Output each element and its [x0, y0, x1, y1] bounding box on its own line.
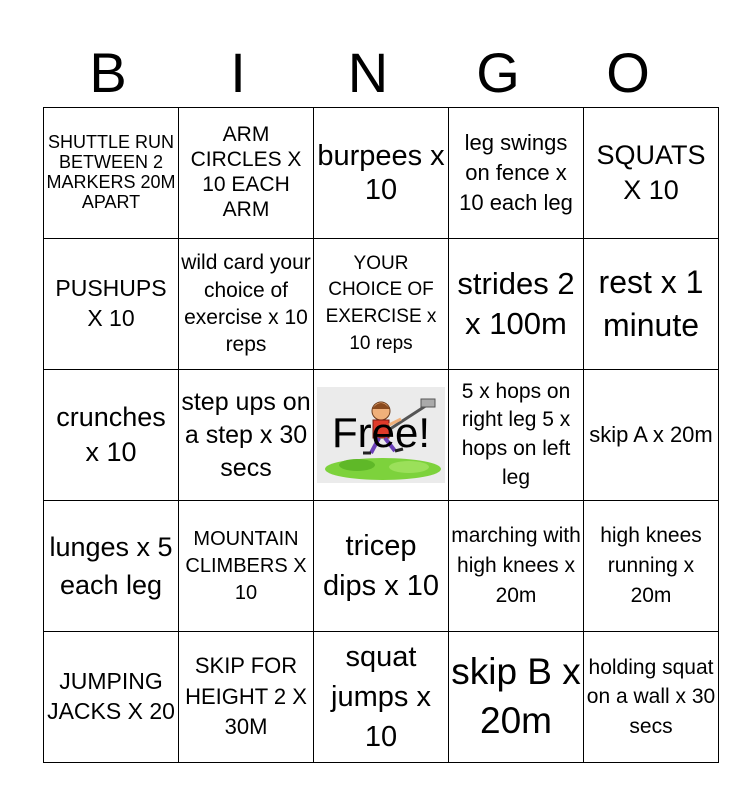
- bingo-cell[interactable]: tricep dips x 10: [314, 501, 449, 632]
- bingo-cell[interactable]: YOUR CHOICE OF EXERCISE x 10 reps: [314, 239, 449, 370]
- header-letter-o: O: [606, 41, 650, 104]
- board-row-4: [44, 501, 719, 632]
- bingo-cell[interactable]: SKIP FOR HEIGHT 2 X 30M: [179, 632, 314, 763]
- bingo-cell[interactable]: leg swings on fence x 10 each leg: [449, 108, 584, 239]
- bingo-cell[interactable]: crunches x 10: [44, 370, 179, 501]
- board-row-3: [44, 370, 719, 501]
- bingo-cell[interactable]: wild card your choice of exercise x 10 reps: [179, 239, 314, 370]
- board-row-2: [44, 239, 719, 370]
- bingo-cell[interactable]: marching with high knees x 20m: [449, 501, 584, 632]
- bingo-cell[interactable]: PUSHUPS X 10: [44, 239, 179, 370]
- bingo-cell[interactable]: strides 2 x 100m: [449, 239, 584, 370]
- bingo-cell[interactable]: MOUNTAIN CLIMBERS X 10: [179, 501, 314, 632]
- board-row-1: [44, 108, 719, 239]
- free-space-cell[interactable]: [314, 370, 449, 501]
- bingo-cell[interactable]: holding squat on a wall x 30 secs: [584, 632, 719, 763]
- header-letter-b: B: [89, 41, 127, 104]
- header-letter-i: I: [230, 41, 246, 104]
- bingo-cell[interactable]: rest x 1 minute: [584, 239, 719, 370]
- header-letter-g: G: [476, 41, 520, 104]
- bingo-cell[interactable]: 5 x hops on right leg 5 x hops on left leg: [449, 370, 584, 501]
- free-space-picture: [317, 387, 445, 483]
- header-letter-n: N: [347, 41, 389, 104]
- bingo-cell[interactable]: high knees running x 20m: [584, 501, 719, 632]
- bingo-cell[interactable]: squat jumps x 10: [314, 632, 449, 763]
- bingo-cell[interactable]: JUMPING JACKS X 20: [44, 632, 179, 763]
- bingo-cell[interactable]: SHUTTLE RUN BETWEEN 2 MARKERS 20M APART: [44, 108, 179, 239]
- bingo-cell[interactable]: ARM CIRCLES X 10 EACH ARM: [179, 108, 314, 239]
- bingo-board: [43, 107, 719, 763]
- bingo-cell[interactable]: lunges x 5 each leg: [44, 501, 179, 632]
- bingo-header: [43, 40, 693, 106]
- bingo-cell[interactable]: skip A x 20m: [584, 370, 719, 501]
- free-space-label: Free!: [331, 409, 431, 456]
- bingo-cell[interactable]: step ups on a step x 30 secs: [179, 370, 314, 501]
- board-row-5: [44, 632, 719, 763]
- bingo-cell[interactable]: skip B x 20m: [449, 632, 584, 763]
- bingo-cell[interactable]: SQUATS X 10: [584, 108, 719, 239]
- bingo-cell[interactable]: burpees x 10: [314, 108, 449, 239]
